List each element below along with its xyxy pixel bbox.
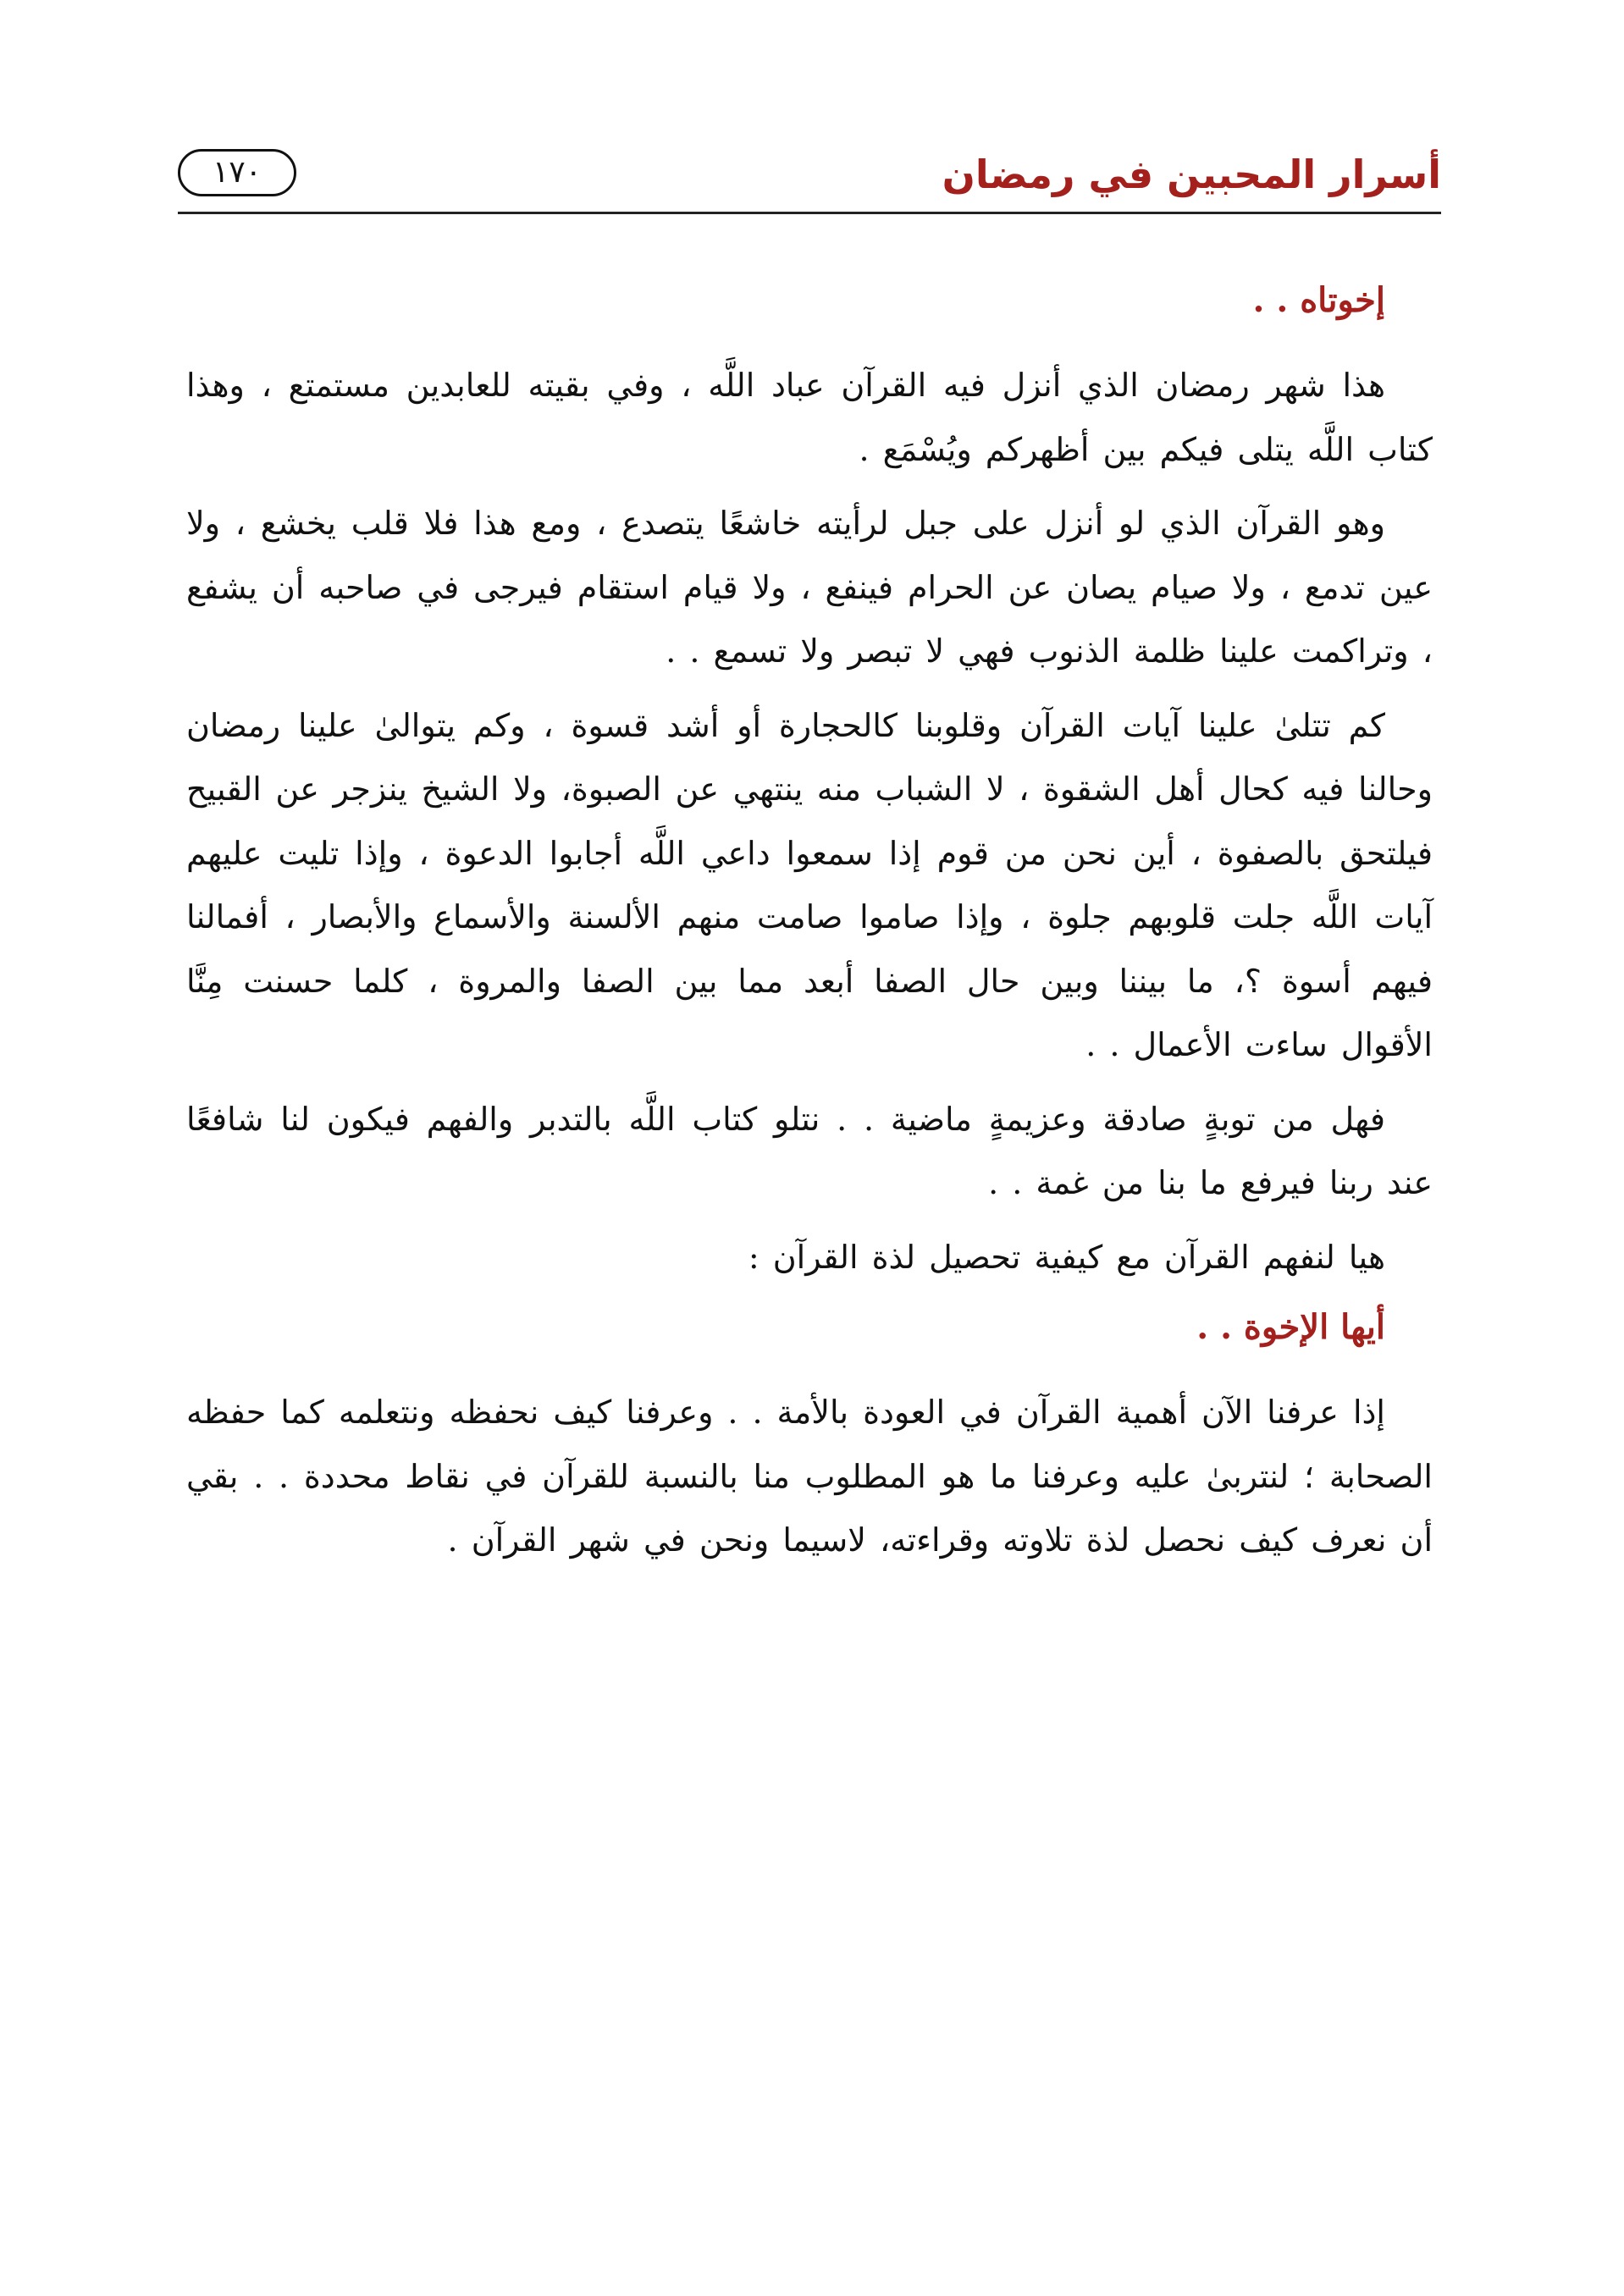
paragraph: هيا لنفهم القرآن مع كيفية تحصيل لذة القرآن : — [748, 1238, 1385, 1276]
paragraph: فهل من توبةٍ صادقة وعزيمةٍ ماضية . . نتلو كتاب اللَّه بالتدبر والفهم فيكون لنا شافعًا عند ربنا فيرفع ما بنا من غمة . . — [186, 1100, 1433, 1201]
page-number: ١٧٠ — [178, 149, 296, 196]
paragraph: هذا شهر رمضان الذي أنزل فيه القرآن عباد اللَّه ، وفي بقيته للعابدين مستمتع ، وهذا كتاب اللَّه يتلى فيكم بين أظهركم ويُسْمَع . — [186, 367, 1433, 468]
section-heading: إخوتاه . . — [1252, 280, 1385, 320]
running-header — [178, 149, 1441, 217]
header-rule — [178, 212, 1441, 214]
section-heading: أيها الإخوة . . — [1196, 1307, 1385, 1347]
book-title: أسرار المحبين في رمضان — [942, 152, 1441, 197]
paragraph: إذا عرفنا الآن أهمية القرآن في العودة بالأمة . . وعرفنا كيف نحفظه ونتعلمه كما حفظه الصحابة ؛ لنتربىٰ عليه وعرفنا ما هو المطلوب منا بالنسبة للقرآن في نقاط محددة . . بقي أن نعرف كيف نحصل لذة تلاوته وقراءته، لاسيما ونحن في شهر القرآن . — [186, 1394, 1433, 1559]
paragraph: كم تتلىٰ علينا آيات القرآن وقلوبنا كالحجارة أو أشد قسوة ، وكم يتوالىٰ علينا رمضان وحالنا فيه كحال أهل الشقوة ، لا الشباب منه ينتهي عن الصبوة، ولا الشيخ ينزجر عن القبيح فيلتحق بالصفوة ، أين نحن من قوم إذا سمعوا داعي اللَّه أجابوا الدعوة ، وإذا تليت عليهم آيات اللَّه جلت قلوبهم جلوة ، وإذا صاموا صامت منهم الألسنة والأسماع والأبصار ، أفمالنا فيهم أسوة ؟، ما بيننا وبين حال الصفا أبعد مما بين الصفا والمروة ، كلما حسنت مِنَّا الأقوال ساءت الأعمال . . — [186, 706, 1433, 1063]
paragraph: وهو القرآن الذي لو أنزل على جبل لرأيته خاشعًا يتصدع ، ومع هذا فلا قلب يخشع ، ولا عين تدمع ، ولا صيام يصان عن الحرام فينفع ، ولا قيام استقام فيرجى في صاحبه أن يشفع ، وتراكمت علينا ظلمة الذنوب فهي لا تبصر ولا تسمع . . — [186, 505, 1433, 670]
page-body — [186, 271, 1433, 1583]
